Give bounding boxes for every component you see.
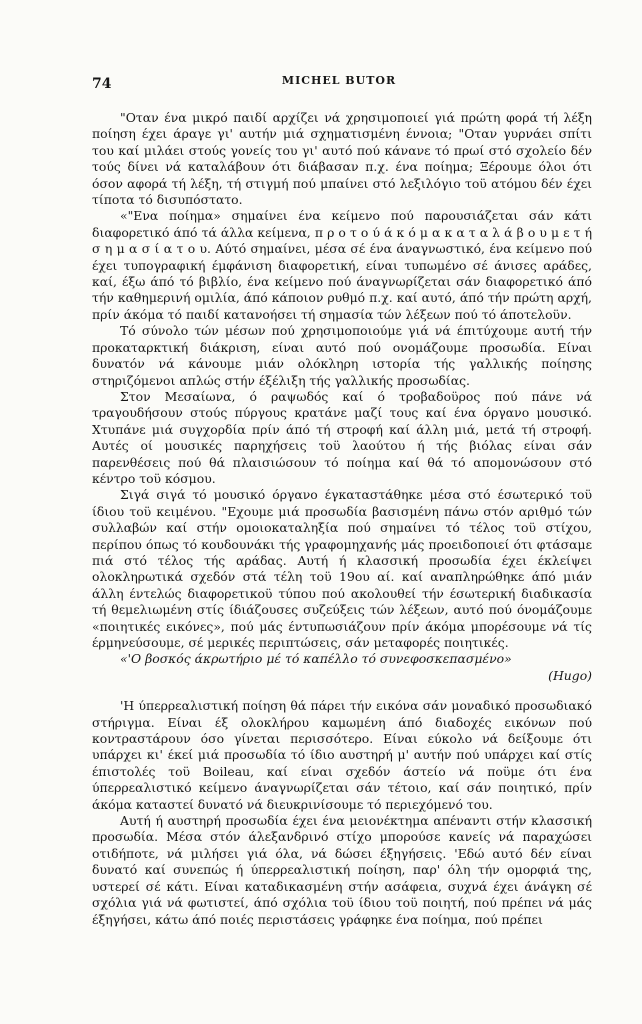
paragraph: "Οταν ένα μικρό παιδί αρχίζει νά χρησιμοποιεί γιά πρώτη φορά τή λέξη ποίηση έχει άραγε γι' αυτήν μιά σχηματισμένη έννοια; "Οταν γυρνάει σπίτι του καί μιλάει στούς γονείς του γι' αυτό πού κάνανε τό πρωί στό σχολείο δέν τούς δίνει νά καταλάβουν ότι διάβασαν π.χ. ένα ποίημα; Ξέρουμε όλοι ότι όσον αφορά τή λέξη, τή στιγμή πού μπαίνει στό λεξιλόγιο τοϋ ατόμου δέν έχει τίποτα τό δισυπόστατο. [92, 110, 592, 208]
paragraph: Αυτή ή αυστηρή προσωδία έχει ένα μειονέκτημα απέναντι στήν κλασσική προσωδία. Μέσα στόν άλεξανδρινό στίχο μπορούσε κανείς νά παραχώσει οτιδήποτε, νά μιλήσει γιά όλα, νά δώσει έξηγήσεις. 'Εδώ αυτό δέν είναι δυνατό καί συνεπώς ή ύπερρεαλιστική ποίηση, παρ' όλη τήν ομορφιά της, υστερεί σέ κάτι. Είναι καταδικασμένη στήν ασάφεια, συχνά έχει άνάγκη σέ σχόλια γιά νά φωτιστεί, άπό σχόλια τοϋ ίδιου τοϋ ποιητή, πού πρέπει νά μάς έξηγήσει, κάτω άπό ποιές περιστάσεις γράφηκε ένα ποίημα, πού πρέπει [92, 813, 592, 927]
paragraph: Σιγά σιγά τό μουσικό όργανο έγκαταστάθηκε μέσα στό έσωτερικό τοϋ ίδιου τοϋ κειμένου. "Εχουμε μιά προσωδία βασισμένη πάνω στόν αριθμό τών συλλαβών καί στήν ομοιοκαταληξία πού σημαίνει τό τέλος τοϋ στίχου, περίπου όπως τό κουδουνάκι τής γραφομηχανής μάς προειδοποιεί ότι φτάσαμε πιά στό τέλος τής αράδας. Αυτή ή κλασσική προσωδία έχει έκλείψει ολοκληρωτικά σχεδόν στά τέλη τοϋ 19ου αί. καί αναπληρώθηκε άπό μιάν άλλη έντελώς διαφορετικοϋ τύπου πού ακολουθεί τήν έσωτερική διαδικασία τή θεμελιωμένη στίς ίδιάζουσες συζεύξεις τών λέξεων, αυτό πού όνομάζουμε «ποιητικές εικόνες», πού μάς έντυπωσιάζουν πρίν άκόμα μπορέσουμε νά τίς έρμηνεύσουμε, σέ μερικές περιπτώσεις, σάν μεταφορές ποιητικές. [92, 487, 592, 650]
running-title: MICHEL BUTOR [281, 74, 397, 87]
paragraph: Στον Μεσαίωνα, ό ραψωδός καί ό τροβαδοϋρος πού πάνε νά τραγουδήσουν στούς πύργους κρατάνε μαζί τους καί ένα όργανο μουσικό. Χτυπάνε μιά συγχορδία πρίν άπό τή στροφή καί άλλη μιά, μετά τή στροφή. Αυτές οί μουσικές παρηχήσεις τοϋ λαούτου ή τής βιόλας είναι σάν παρενθέσεις πού θά πλαισιώσουν τό ποίημα καί θά τό απομονώσουν στό κέντρο τοϋ κόσμου. [92, 388, 592, 486]
page-number: 74 [92, 76, 112, 92]
paragraph: «"Ενα ποίημα» σημαίνει ένα κείμενο πού παρουσιάζεται σάν κάτι διαφορετικό άπό τά άλλα κείμενα, π ρ ο τ ο ύ ά κ ό μ α κ α τ α λ ά β ο υ μ ε τ ή σ η μ α σ ί α τ ο υ. Αύτό σημαίνει, μέσα σέ ένα άναγνωστικό, ένα κείμενο πού έχει τυπογραφική έμφάνιση διαφορετική, είναι τυπωμένο σέ άνισες αράδες, καί, έξω άπό τό βιβλίο, ένα κείμενο πού άναγνωρίζεται σάν διαφορετικό άπό τήν καθημερινή ομιλία, άπό κάποιον ρυθμό π.χ. καί αυτό, άπό τήν πρώτη αρχή, πρίν άκόμα τό παιδί κατανοήσει τή σημασία τών λέξεων πού τό άποτελοϋν. [92, 208, 592, 322]
body-text [92, 110, 592, 928]
paragraph: 'Η ύπερρεαλιστική ποίηση θά πάρει τήν εικόνα σάν μοναδικό προσωδιακό στήριγμα. Είναι έξ ολοκλήρου καμωμένη άπό διαδοχές εικόνων πού κοντραστάρουν όσο γίνεται περισσότερο. Είναι εύκολο νά δείξουμε ότι υπάρχει κι' έκεί μιά προσωδία τό ίδιο αυστηρή μ' αυτήν πού υπάρχει καί στίς έπιστολές τοϋ Boileau, καί είναι σχεδόν άστείο νά ποϋμε ότι ένα ύπερρεαλιστικό κείμενο άναγνωρίζεται σάν τέτοιο, καί σάν ποιητικό, πρίν άκόμα καταστεί δυνατό νά διευκρινίσουμε τό περιεχόμενό του. [92, 698, 592, 812]
quote-attribution: (Hugo) [548, 667, 592, 683]
paragraph: Τό σύνολο τών μέσων πού χρησιμοποιούμε γιά νά έπιτύχουμε αυτή τήν προκαταρκτική διάκριση, είναι αυτό πού ονομάζουμε προσωδία. Είναι δυνατόν νά κάνουμε μιάν ολόκληρη ιστορία τής γαλλικής ποίησης στηριζόμενοι απλώς στήν έξέλιξη τής γαλλικής προσωδίας. [92, 323, 592, 388]
verse-quote: «'Ο βοσκός άκρωτήριο μέ τό καπέλλο τό συνεφοσκεπασμένο» [120, 651, 512, 667]
page-header [92, 74, 586, 94]
